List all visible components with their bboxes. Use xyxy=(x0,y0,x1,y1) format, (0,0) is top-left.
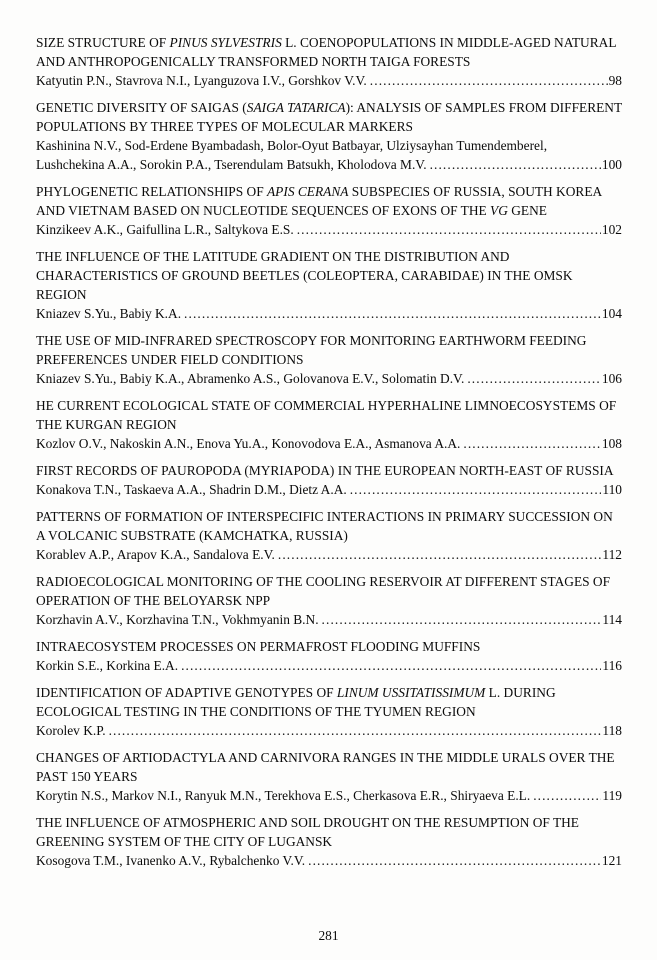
entry-page-number: 121 xyxy=(601,853,622,868)
entry-page-number: 110 xyxy=(602,482,622,497)
title-segment: THE USE OF MID-INFRARED SPECTROSCOPY FOR MONITORING EARTHWORM FEEDING PREFERENCES UNDER FIELD CONDITIONS xyxy=(36,333,587,367)
author-line xyxy=(36,71,622,90)
dotted-leader xyxy=(181,656,601,675)
title-segment: ): ANALYSIS OF SAMPLES FROM DIFFERENT POPULATIONS BY THREE TYPES OF MOLECULAR MARKERS xyxy=(36,100,622,134)
entry-title xyxy=(36,331,622,369)
author-line xyxy=(36,721,622,740)
author-names: Lushchekina A.A., Sorokin P.A., Tserendulam Batsukh, Kholodova M.V. xyxy=(36,157,427,172)
entry-title xyxy=(36,247,622,304)
title-italic-segment: APIS CERANA xyxy=(267,184,349,199)
entry-authors xyxy=(36,304,622,323)
entry-title xyxy=(36,748,622,786)
entry-title xyxy=(36,813,622,851)
entry-page-number: 98 xyxy=(608,73,622,88)
entry-authors xyxy=(36,369,622,388)
entry-page-number: 114 xyxy=(602,612,622,627)
title-segment: SIZE STRUCTURE OF xyxy=(36,35,170,50)
entry-title xyxy=(36,683,622,721)
author-names: Kinzikeev A.K., Gaifullina L.R., Saltykova E.S. xyxy=(36,222,294,237)
entry-title xyxy=(36,33,622,71)
toc-entry xyxy=(36,748,622,805)
title-segment: SUBSPECIES OF RUSSIA, SOUTH KOREA AND VIETNAM BASED ON NUCLEOTIDE SEQUENCES OF EXONS OF THE xyxy=(36,184,602,218)
author-line xyxy=(36,369,622,388)
entry-authors xyxy=(36,434,622,453)
author-line xyxy=(36,434,622,453)
title-segment: THE INFLUENCE OF THE LATITUDE GRADIENT ON THE DISTRIBUTION AND CHARACTERISTICS OF GROUND BEETLES (COLEOPTERA, CARABIDAE) IN THE OMSK REGION xyxy=(36,249,573,302)
entry-authors xyxy=(36,71,622,90)
title-segment: GENE xyxy=(507,203,547,218)
entry-page-number: 108 xyxy=(601,436,622,451)
toc-entry xyxy=(36,396,622,453)
toc-entry xyxy=(36,33,622,90)
author-names: Kozlov O.V., Nakoskin A.N., Enova Yu.A., Konovodova E.A., Asmanova A.A. xyxy=(36,436,461,451)
title-segment: CHANGES OF ARTIODACTYLA AND CARNIVORA RANGES IN THE MIDDLE URALS OVER THE PAST 150 YEARS xyxy=(36,750,615,784)
title-italic-segment: PINUS SYLVESTRIS xyxy=(169,35,282,50)
toc-entry xyxy=(36,507,622,564)
author-line xyxy=(36,304,622,323)
entry-authors xyxy=(36,610,622,629)
entry-title xyxy=(36,98,622,136)
entry-title xyxy=(36,396,622,434)
entry-authors xyxy=(36,480,622,499)
entry-authors xyxy=(36,721,622,740)
title-segment: RADIOECOLOGICAL MONITORING OF THE COOLING RESERVOIR AT DIFFERENT STAGES OF OPERATION OF THE BELOYARSK NPP xyxy=(36,574,611,608)
author-line xyxy=(36,851,622,870)
author-line xyxy=(36,545,622,564)
author-line xyxy=(36,155,622,174)
entry-page-number: 119 xyxy=(602,788,622,803)
toc-entry xyxy=(36,98,622,174)
author-line xyxy=(36,480,622,499)
author-names: Korkin S.E., Korkina E.A. xyxy=(36,658,179,673)
dotted-leader xyxy=(184,304,601,323)
toc-entry xyxy=(36,572,622,629)
author-names: Katyutin P.N., Stavrova N.I., Lyanguzova I.V., Gorshkov V.V. xyxy=(36,73,367,88)
author-names: Kniazev S.Yu., Babiy K.A., Abramenko A.S., Golovanova E.V., Solomatin D.V. xyxy=(36,371,465,386)
author-names: Korablev A.P., Arapov K.A., Sandalova E.V. xyxy=(36,547,275,562)
toc-entry xyxy=(36,813,622,870)
author-line xyxy=(36,656,622,675)
entry-title xyxy=(36,461,622,480)
author-names: Korzhavin A.V., Korzhavina T.N., Vokhmyanin B.N. xyxy=(36,612,319,627)
entry-title xyxy=(36,572,622,610)
author-line xyxy=(36,610,622,629)
toc-entry xyxy=(36,637,622,675)
title-segment: HE CURRENT ECOLOGICAL STATE OF COMMERCIAL HYPERHALINE LIMNOECOSYSTEMS OF THE KURGAN REGION xyxy=(36,398,617,432)
entry-authors xyxy=(36,851,622,870)
title-segment: GENETIC DIVERSITY OF SAIGAS ( xyxy=(36,100,247,115)
dotted-leader xyxy=(308,851,601,870)
dotted-leader xyxy=(370,71,608,90)
entry-authors xyxy=(36,656,622,675)
toc-entry xyxy=(36,461,622,499)
entry-page-number: 112 xyxy=(602,547,622,562)
entry-title xyxy=(36,507,622,545)
title-segment: THE INFLUENCE OF ATMOSPHERIC AND SOIL DROUGHT ON THE RESUMPTION OF THE GREENING SYSTEM OF THE CITY OF LUGANSK xyxy=(36,815,579,849)
title-segment: L. COENOPOPULATIONS IN MIDDLE-AGED NATURAL AND ANTHROPOGENICALLY TRANSFORMED NORTH TAIGA FORESTS xyxy=(36,35,617,69)
entry-authors xyxy=(36,786,622,805)
title-italic-segment: VG xyxy=(490,203,508,218)
dotted-leader xyxy=(278,545,602,564)
title-segment: PATTERNS OF FORMATION OF INTERSPECIFIC INTERACTIONS IN PRIMARY SUCCESSION ON A VOLCANIC SUBSTRATE (KAMCHATKA, RUSSIA) xyxy=(36,509,613,543)
toc-entry xyxy=(36,331,622,388)
author-line xyxy=(36,136,622,155)
dotted-leader xyxy=(467,369,601,388)
entry-authors xyxy=(36,545,622,564)
title-segment: PHYLOGENETIC RELATIONSHIPS OF xyxy=(36,184,267,199)
title-segment: L. DURING ECOLOGICAL TESTING IN THE CONDITIONS OF THE TYUMEN REGION xyxy=(36,685,556,719)
author-line xyxy=(36,786,622,805)
dotted-leader xyxy=(322,610,602,629)
toc-list xyxy=(36,33,622,870)
entry-authors xyxy=(36,220,622,239)
entry-page-number: 116 xyxy=(602,658,622,673)
toc-entry xyxy=(36,683,622,740)
dotted-leader xyxy=(297,220,601,239)
author-names: Kashinina N.V., Sod-Erdene Byambadash, Bolor-Oyut Batbayar, Ulziysayhan Tumendemberel, xyxy=(36,138,548,153)
entry-authors xyxy=(36,136,622,174)
author-line xyxy=(36,220,622,239)
entry-page-number: 106 xyxy=(601,371,622,386)
author-names: Kniazev S.Yu., Babiy K.A. xyxy=(36,306,182,321)
entry-page-number: 118 xyxy=(602,723,622,738)
toc-entry xyxy=(36,182,622,239)
author-names: Konakova T.N., Taskaeva A.A., Shadrin D.M., Dietz A.A. xyxy=(36,482,347,497)
dotted-leader xyxy=(430,155,601,174)
author-names: Kosogova T.M., Ivanenko A.V., Rybalchenko V.V. xyxy=(36,853,306,868)
title-italic-segment: LINUM USSITATISSIMUM xyxy=(336,685,486,700)
dotted-leader xyxy=(350,480,602,499)
dotted-leader xyxy=(463,434,601,453)
toc-entry xyxy=(36,247,622,323)
entry-title xyxy=(36,637,622,656)
entry-page-number: 100 xyxy=(601,157,622,172)
author-names: Korolev K.P. xyxy=(36,723,106,738)
folio-page-number: 281 xyxy=(318,928,339,943)
dotted-leader xyxy=(533,786,601,805)
entry-title xyxy=(36,182,622,220)
title-segment: INTRAECOSYSTEM PROCESSES ON PERMAFROST FLOODING MUFFINS xyxy=(36,639,481,654)
dotted-leader xyxy=(109,721,602,740)
title-segment: IDENTIFICATION OF ADAPTIVE GENOTYPES OF xyxy=(36,685,337,700)
entry-page-number: 102 xyxy=(601,222,622,237)
entry-page-number: 104 xyxy=(601,306,622,321)
author-names: Korytin N.S., Markov N.I., Ranyuk M.N., Terekhova E.S., Cherkasova E.R., Shiryaeva E.L. xyxy=(36,788,531,803)
title-segment: FIRST RECORDS OF PAUROPODA (MYRIAPODA) IN THE EUROPEAN NORTH-EAST OF RUSSIA xyxy=(36,463,614,478)
title-italic-segment: SAIGA TATARICA xyxy=(246,100,346,115)
